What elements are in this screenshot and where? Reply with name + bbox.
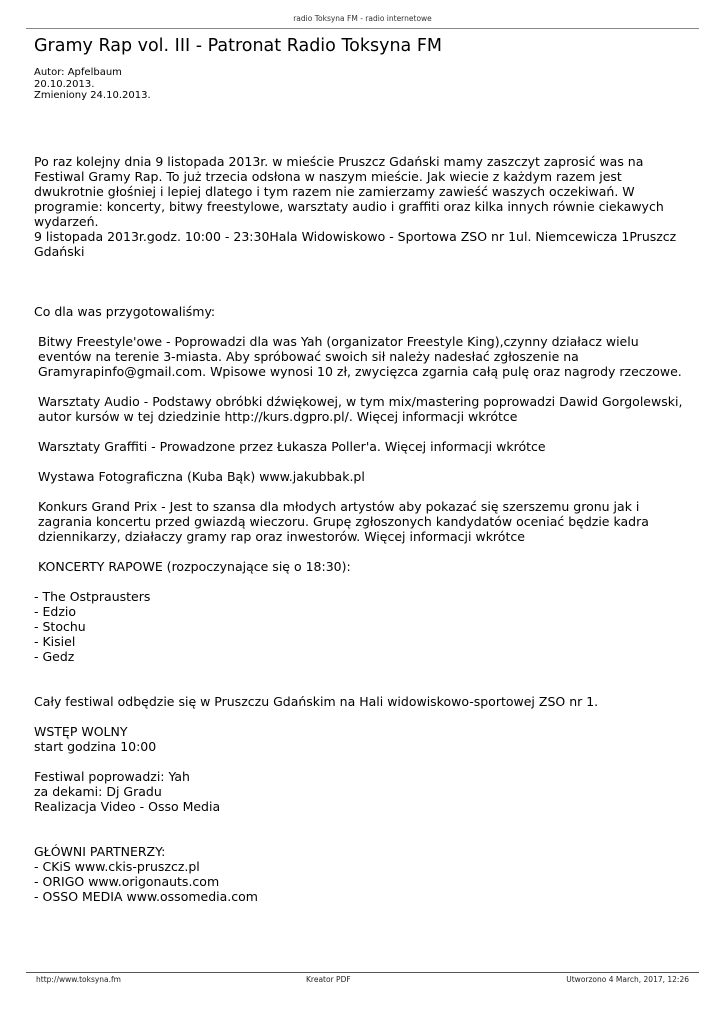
modified-line: Zmieniony 24.10.2013. bbox=[34, 90, 151, 102]
author-line: Autor: Apfelbaum bbox=[34, 67, 122, 78]
page-header: radio Toksyna FM - radio internetowe bbox=[293, 14, 432, 23]
concert-item: - Gedz bbox=[34, 649, 75, 664]
partners-heading: GŁÓWNI PARTNERZY: bbox=[34, 844, 166, 859]
entry-line: WSTĘP WOLNY bbox=[34, 724, 128, 739]
article-body bbox=[34, 154, 684, 904]
item-grand-prix: Konkurs Grand Prix - Jest to szansa dla młodych artystów aby pokazać się szerszemu gronu jak i zagrania koncertu przed gwiazdą wieczoru. Grupę zgłoszonych kandydatów oceniać będzie kadra dziennikarzy, działaczy gramy rap oraz inwestorów. Więcej informacji wkrótce bbox=[38, 499, 649, 544]
date-line: 20.10.2013. bbox=[34, 78, 95, 90]
decks-line: za dekami: Dj Gradu bbox=[34, 784, 162, 799]
start-line: start godzina 10:00 bbox=[34, 739, 157, 754]
concert-item: - Stochu bbox=[34, 619, 86, 634]
partner-item: - CKiS www.ckis-pruszcz.pl bbox=[34, 859, 200, 874]
concert-item: - Kisiel bbox=[34, 634, 76, 649]
item-freestyle: Bitwy Freestyle'owe - Poprowadzi dla was Yah (organizator Freestyle King),czynny działacz wielu eventów na terenie 3-miasta. Aby spróbować swoich sił należy nadesłać zgłoszenie na Gramyrapinfo@gmail.com. Wpisowe wynosi 10 zł, zwycięzca zgarnia całą pulę oraz nagrody rzeczowe. bbox=[38, 334, 682, 379]
item-audio-workshop: Warsztaty Audio - Podstawy obróbki dźwiękowej, w tym mix/mastering poprowadzi Dawid Gorgolewski, autor kursów w tej dziedzinie http://kurs.dgpro.pl/. Więcej informacji wkrótce bbox=[38, 394, 683, 424]
intro-paragraph: Po raz kolejny dnia 9 listopada 2013r. w mieście Pruszcz Gdański mamy zaszczyt zaprosić was na Festiwal Gramy Rap. To już trzecia odsłona w naszym mieście. Jak wiecie z każdym razem jest dwukrotnie głośniej i lepiej dlatego i tym razem nie zamierzamy zawieść waszych oczekiwań. W programie: koncerty, bitwy freestylowe, warsztaty audio i graffiti oraz kilka innych równie ciekawych wydarzeń. bbox=[34, 154, 664, 229]
date-location-line: 9 listopada 2013r.godz. 10:00 - 23:30Hala Widowiskowo - Sportowa ZSO nr 1ul. Niemcewicza 1Pruszcz Gdański bbox=[34, 229, 677, 259]
item-graffiti-workshop: Warsztaty Graffiti - Prowadzone przez Łukasza Poller'a. Więcej informacji wkrótce bbox=[38, 439, 546, 454]
header-divider bbox=[26, 28, 699, 29]
partner-item: - OSSO MEDIA www.ossomedia.com bbox=[34, 889, 258, 904]
prepared-heading: Co dla was przygotowaliśmy: bbox=[34, 304, 216, 319]
footer-creator: Kreator PDF bbox=[306, 975, 351, 984]
concert-item: - The Ostprausters bbox=[34, 589, 151, 604]
footer-created: Utworzono 4 March, 2017, 12:26 bbox=[566, 975, 689, 984]
partner-item: - ORIGO www.origonauts.com bbox=[34, 874, 220, 889]
article-title: Gramy Rap vol. III - Patronat Radio Toksyna FM bbox=[34, 36, 443, 56]
location-note: Cały festiwal odbędzie się w Pruszczu Gdańskim na Hali widowiskowo-sportowej ZSO nr 1. bbox=[34, 694, 599, 709]
concerts-heading: KONCERTY RAPOWE (rozpoczynające się o 18:30): bbox=[38, 559, 351, 574]
footer-url: http://www.toksyna.fm bbox=[36, 975, 121, 984]
item-photo-exhibition: Wystawa Fotograficzna (Kuba Bąk) www.jakubbak.pl bbox=[38, 469, 365, 484]
host-line: Festiwal poprowadzi: Yah bbox=[34, 769, 190, 784]
article-meta bbox=[34, 67, 151, 102]
video-line: Realizacja Video - Osso Media bbox=[34, 799, 221, 814]
concert-item: - Edzio bbox=[34, 604, 76, 619]
footer-divider bbox=[26, 972, 699, 973]
